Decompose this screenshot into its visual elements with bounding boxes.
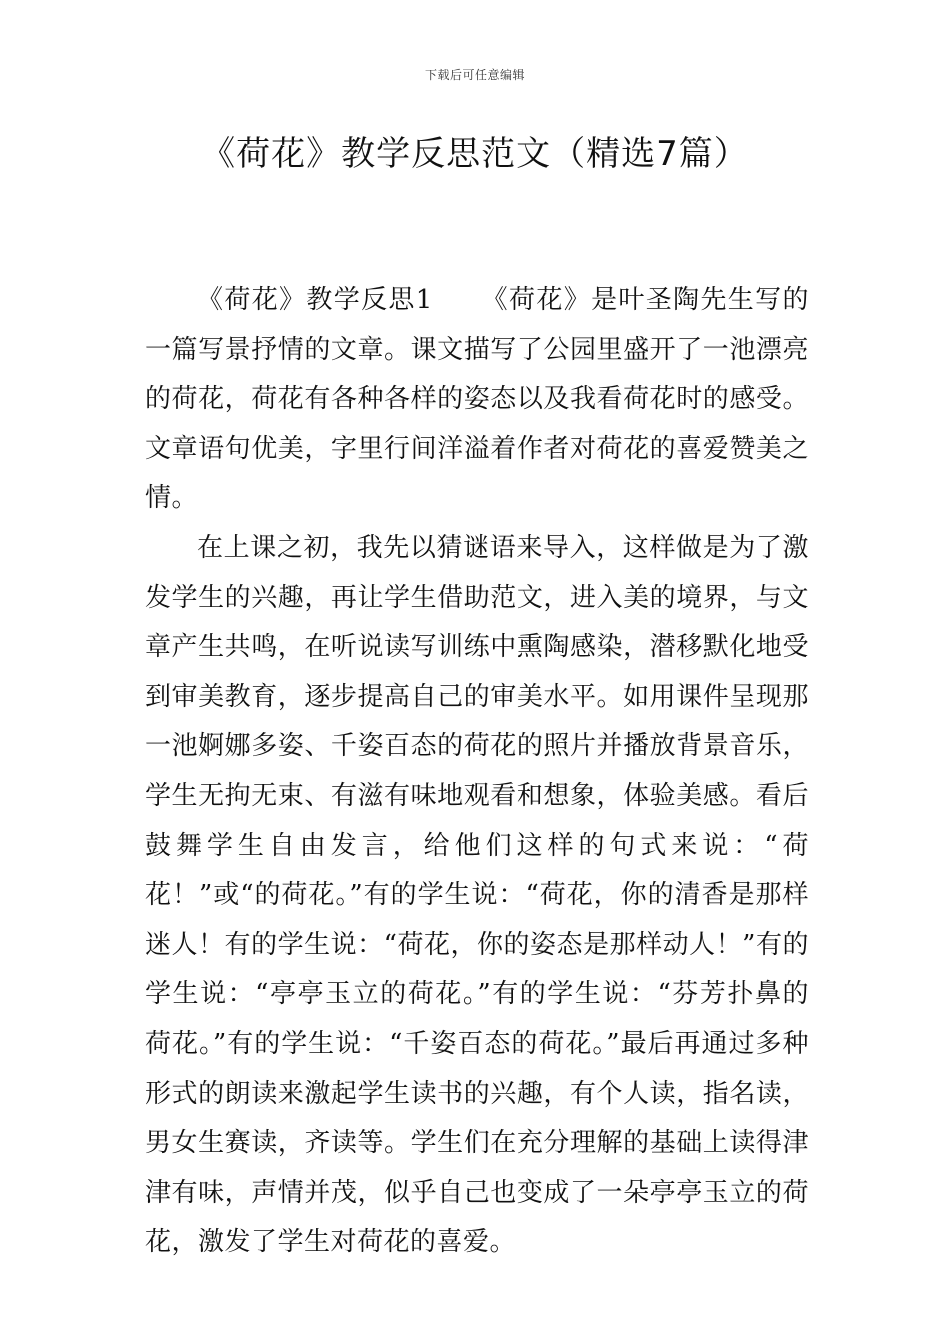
header-note: 下载后可任意编辑 xyxy=(424,68,525,82)
paragraph-2: 在上课之初，我先以猜谜语来导入，这样做是为了激发学生的兴趣，再让学生借助范文，进入美的境界，与文章产生共鸣，在听说读写训练中熏陶感染，潜移默化地受到审美教育，逐步提高自己的审美水平。如用课件呈现那一池婀娜多姿、千姿百态的荷花的照片并播放背景音乐，学生无拘无束、有滋有味地观看和想象，体验美感。看后鼓舞学生自由发言，给他们这样的句式来说：“荷花！”或“的荷花。”有的学生说：“荷花，你的清香是那样迷人！有的学生说：“荷花，你的姿态是那样动人！”有的学生说：“亭亭玉立的荷花。”有的学生说：“芬芳扑鼻的荷花。”有的学生说：“千姿百态的荷花。”最后再通过多种形式的朗读来激起学生读书的兴趣，有个人读，指名读，男女生赛读，齐读等。学生们在充分理解的基础上读得津津有味，声情并茂，似乎自己也变成了一朵亭亭玉立的荷花，激发了学生对荷花的喜爱。 xyxy=(145,532,809,1258)
paragraph-1-text: 《荷花》是叶圣陶先生写的一篇写景抒情的文章。课文描写了公园里盛开了一池漂亮的荷花，荷花有各种各样的姿态以及我看荷花时的感受。文章语句优美，字里行间洋溢着作者对荷花的喜爱赞美之情。 xyxy=(145,285,809,514)
paragraph-1 xyxy=(145,276,809,524)
document-body xyxy=(145,276,809,1268)
document-title: 《荷花》教学反思范文（精选7篇） xyxy=(201,134,749,174)
section-heading: 《荷花》教学反思1 xyxy=(197,285,433,315)
